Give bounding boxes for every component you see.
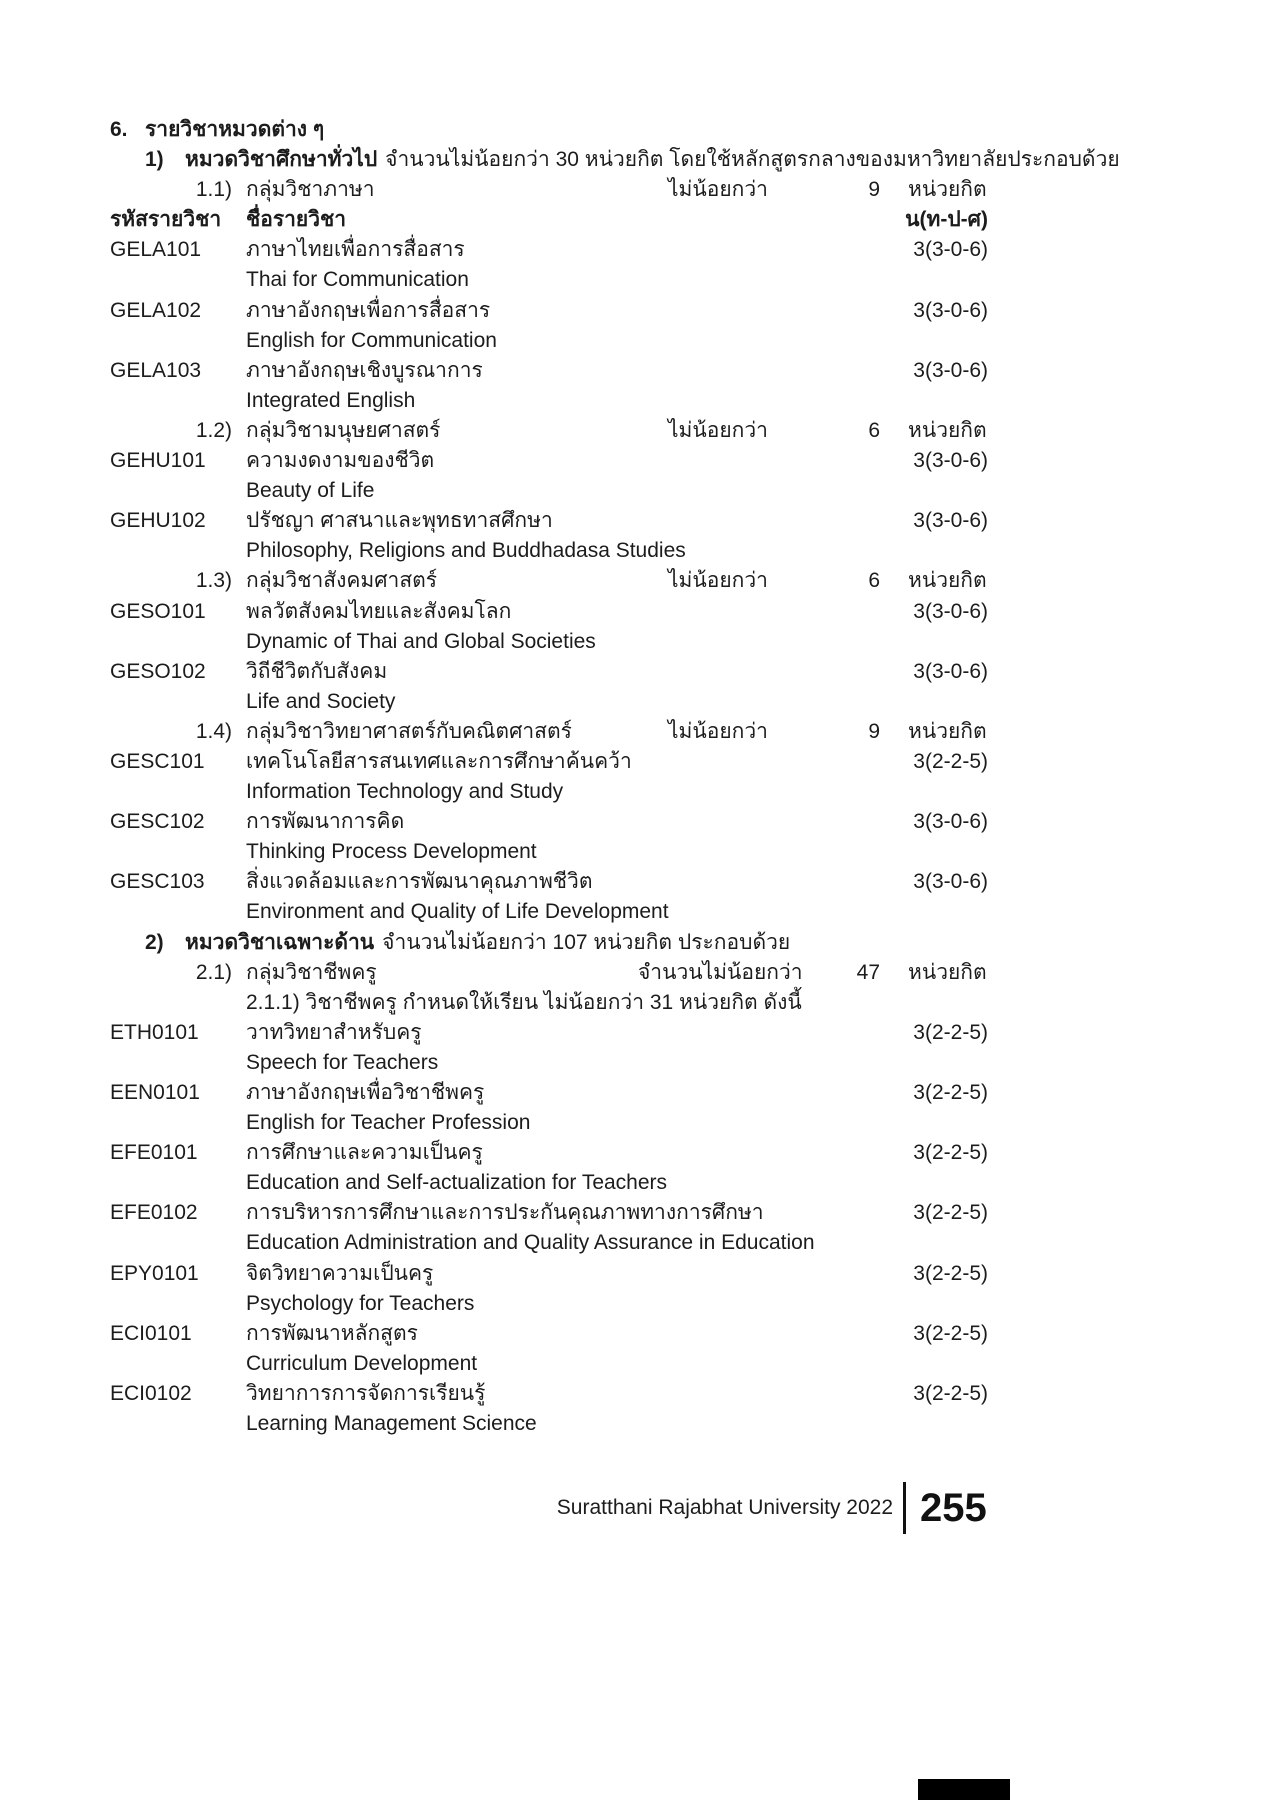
page-number: 255 <box>920 1486 987 1530</box>
course-row <box>110 747 988 777</box>
course-row <box>110 1018 988 1048</box>
course-group-row <box>110 175 988 205</box>
group-number: 1.3) <box>195 569 232 593</box>
subsection-title-line <box>185 145 1120 175</box>
footer-divider <box>903 1482 906 1534</box>
course-title-th: พลวัตสังคมไทยและสังคมโลก <box>246 599 512 623</box>
course-title-en: Curriculum Development <box>246 1351 478 1375</box>
sub-group-text: 2.1.1) วิชาชีพครู กำหนดให้เรียน ไม่น้อยกว่า 31 หน่วยกิต ดังนี้ <box>246 990 802 1014</box>
course-title-th: วิถีชีวิตกับสังคม <box>246 659 388 683</box>
course-code: EEN0101 <box>110 1081 200 1104</box>
course-code: GEHU101 <box>110 449 206 473</box>
credits-value: 6 <box>868 569 880 593</box>
course-credit: 3(2-2-5) <box>913 1381 988 1405</box>
course-title-th: ปรัชญา ศาสนาและพุทธทาสศึกษา <box>246 509 553 533</box>
course-title-en: Information Technology and Study <box>246 780 564 804</box>
course-title-en-row <box>110 777 988 807</box>
course-title-th: ภาษาอังกฤษเพื่อวิชาชีพครู <box>246 1081 485 1104</box>
course-title-th: วาทวิทยาสำหรับครู <box>246 1020 422 1044</box>
min-credits-label: ไม่น้อยกว่า <box>668 569 768 593</box>
course-code: GELA101 <box>110 238 202 262</box>
course-title-en-row <box>110 386 988 416</box>
group-number: 1.2) <box>195 418 232 442</box>
course-code: GESC103 <box>110 870 205 894</box>
course-title-en: Thinking Process Development <box>246 840 537 864</box>
course-title-en: Learning Management Science <box>246 1412 537 1436</box>
group-title: กลุ่มวิชาชีพครู <box>246 960 377 984</box>
subsection-description: จำนวนไม่น้อยกว่า 30 หน่วยกิต โดยใช้หลักสูตรกลางของมหาวิทยาลัยประกอบด้วย <box>385 148 1120 172</box>
sub-group-row <box>110 988 988 1018</box>
curriculum-content <box>110 115 1120 1439</box>
course-row <box>110 506 988 536</box>
course-title-en-row <box>110 837 988 867</box>
group-title: กลุ่มวิชาวิทยาศาสตร์กับคณิตศาสตร์ <box>246 719 572 743</box>
course-row <box>110 1138 988 1168</box>
course-title-en-row <box>110 326 988 356</box>
course-title-th: ภาษาอังกฤษเพื่อการสื่อสาร <box>246 298 491 322</box>
course-code: ECI0102 <box>110 1381 192 1405</box>
subsection-title: หมวดวิชาเฉพาะด้าน <box>185 930 375 954</box>
course-credit: 3(3-0-6) <box>913 810 988 834</box>
min-credits-label: ไม่น้อยกว่า <box>668 719 768 743</box>
course-credit: 3(2-2-5) <box>913 749 988 773</box>
min-credits-label: ไม่น้อยกว่า <box>668 178 768 202</box>
course-title-th: การศึกษาและความเป็นครู <box>246 1141 483 1165</box>
course-title-en: English for Teacher Profession <box>246 1111 531 1135</box>
course-code: GESO101 <box>110 599 206 623</box>
course-credit: 3(2-2-5) <box>913 1261 988 1285</box>
group-title: กลุ่มวิชาภาษา <box>246 178 375 202</box>
course-row <box>110 1319 988 1349</box>
course-group-row <box>110 958 988 988</box>
course-title-th: ความงดงามของชีวิต <box>246 449 435 473</box>
course-group-row <box>110 717 988 747</box>
credits-value: 6 <box>868 418 880 442</box>
course-title-th: การบริหารการศึกษาและการประกันคุณภาพทางการศึกษา <box>246 1201 764 1225</box>
course-title-en: Beauty of Life <box>246 479 375 503</box>
course-credit: 3(3-0-6) <box>913 509 988 533</box>
group-number: 1.4) <box>195 719 232 743</box>
course-group-row <box>110 416 988 446</box>
column-credits: น(ท-ป-ศ) <box>905 208 988 232</box>
table-header-row <box>110 205 988 235</box>
course-title-en: Life and Society <box>246 689 396 713</box>
course-title-en: Thai for Communication <box>246 268 469 292</box>
course-title-th: การพัฒนาการคิด <box>246 810 405 834</box>
subsection-number: 1) <box>145 148 164 172</box>
course-title-en: Philosophy, Religions and Buddhadasa Studies <box>246 539 686 563</box>
credits-value: 9 <box>868 178 880 202</box>
course-title-th: จิตวิทยาความเป็นครู <box>246 1261 434 1285</box>
credits-unit: หน่วยกิต <box>908 569 987 593</box>
course-code: GELA103 <box>110 358 202 382</box>
course-row <box>110 657 988 687</box>
heading-number: 6. <box>110 118 128 141</box>
course-credit: 3(2-2-5) <box>913 1321 988 1345</box>
course-title-en-row <box>110 1228 988 1258</box>
course-code: GESC101 <box>110 749 205 773</box>
column-course-name: ชื่อรายวิชา <box>246 208 347 232</box>
course-credit: 3(3-0-6) <box>913 659 988 683</box>
course-title-th: วิทยาการการจัดการเรียนรู้ <box>246 1381 486 1405</box>
course-title-en-row <box>110 1108 988 1138</box>
main-heading-row <box>110 115 988 145</box>
course-title-en-row <box>110 687 988 717</box>
course-group-row <box>110 566 988 596</box>
course-title-en-row <box>110 1048 988 1078</box>
course-credit: 3(2-2-5) <box>913 1201 988 1225</box>
course-credit: 3(2-2-5) <box>913 1081 988 1104</box>
course-code: ETH0101 <box>110 1020 199 1044</box>
credits-unit: หน่วยกิต <box>908 960 987 984</box>
subsection-description: จำนวนไม่น้อยกว่า 107 หน่วยกิต ประกอบด้วย <box>382 930 791 954</box>
course-title-en: English for Communication <box>246 328 497 352</box>
min-credits-label: ไม่น้อยกว่า <box>668 418 768 442</box>
credits-value: 9 <box>868 719 880 743</box>
subsection-heading-row <box>110 928 988 958</box>
group-title: กลุ่มวิชามนุษยศาสตร์ <box>246 418 441 442</box>
course-code: GELA102 <box>110 298 202 322</box>
course-row <box>110 446 988 476</box>
course-code: GEHU102 <box>110 509 206 533</box>
course-row <box>110 1198 988 1228</box>
course-credit: 3(3-0-6) <box>913 238 988 262</box>
course-row <box>110 1259 988 1289</box>
course-title-en-row <box>110 1289 988 1319</box>
course-title-en-row <box>110 1168 988 1198</box>
course-title-en: Integrated English <box>246 388 416 412</box>
course-row <box>110 597 988 627</box>
course-code: EPY0101 <box>110 1261 199 1285</box>
group-number: 2.1) <box>195 960 232 984</box>
footer-university: Suratthani Rajabhat University 2022 <box>556 1496 893 1519</box>
course-credit: 3(3-0-6) <box>913 298 988 322</box>
course-code: EFE0101 <box>110 1141 198 1165</box>
course-title-en-row <box>110 627 988 657</box>
course-title-en: Education Administration and Quality Assurance in Education <box>246 1231 815 1255</box>
course-row <box>110 1078 988 1108</box>
group-title: กลุ่มวิชาสังคมศาสตร์ <box>246 569 438 593</box>
subsection-heading-row <box>110 145 1120 175</box>
course-title-en: Environment and Quality of Life Development <box>246 900 669 924</box>
course-title-en-row <box>110 265 988 295</box>
course-row <box>110 356 988 386</box>
course-code: GESO102 <box>110 659 206 683</box>
credits-unit: หน่วยกิต <box>908 178 987 202</box>
bottom-black-mark <box>918 1779 1010 1800</box>
course-title-th: สิ่งแวดล้อมและการพัฒนาคุณภาพชีวิต <box>246 870 593 894</box>
course-title-en-row <box>110 897 988 927</box>
credits-unit: หน่วยกิต <box>908 719 987 743</box>
course-title-en: Speech for Teachers <box>246 1050 439 1074</box>
course-row <box>110 296 988 326</box>
course-title-th: การพัฒนาหลักสูตร <box>246 1321 418 1345</box>
course-row <box>110 1379 988 1409</box>
course-title-en: Dynamic of Thai and Global Societies <box>246 629 596 653</box>
credits-value: 47 <box>856 960 880 984</box>
course-title-th: เทคโนโลยีสารสนเทศและการศึกษาค้นคว้า <box>246 749 632 773</box>
course-title-en-row <box>110 476 988 506</box>
course-title-en-row <box>110 1409 988 1439</box>
course-row <box>110 867 988 897</box>
course-credit: 3(3-0-6) <box>913 870 988 894</box>
course-title-th: ภาษาไทยเพื่อการสื่อสาร <box>246 238 465 262</box>
course-credit: 3(2-2-5) <box>913 1020 988 1044</box>
min-credits-label: จำนวนไม่น้อยกว่า <box>638 960 803 984</box>
course-title-en: Psychology for Teachers <box>246 1291 475 1315</box>
course-row <box>110 807 988 837</box>
page-footer <box>0 1482 1267 1534</box>
column-course-code: รหัสรายวิชา <box>110 208 222 232</box>
heading-title: รายวิชาหมวดต่าง ๆ <box>145 118 325 141</box>
course-credit: 3(3-0-6) <box>913 599 988 623</box>
group-number: 1.1) <box>195 178 232 202</box>
subsection-number: 2) <box>145 930 164 954</box>
course-title-en-row <box>110 536 988 566</box>
course-code: EFE0102 <box>110 1201 198 1225</box>
subsection-title: หมวดวิชาศึกษาทั่วไป <box>185 148 378 172</box>
course-credit: 3(3-0-6) <box>913 358 988 382</box>
credits-unit: หน่วยกิต <box>908 418 987 442</box>
course-title-en: Education and Self-actualization for Teachers <box>246 1171 668 1195</box>
course-credit: 3(3-0-6) <box>913 449 988 473</box>
course-title-th: ภาษาอังกฤษเชิงบูรณาการ <box>246 358 483 382</box>
subsection-title-line <box>185 928 790 958</box>
course-row <box>110 235 988 265</box>
course-credit: 3(2-2-5) <box>913 1141 988 1165</box>
course-code: GESC102 <box>110 810 205 834</box>
course-code: ECI0101 <box>110 1321 192 1345</box>
course-title-en-row <box>110 1349 988 1379</box>
